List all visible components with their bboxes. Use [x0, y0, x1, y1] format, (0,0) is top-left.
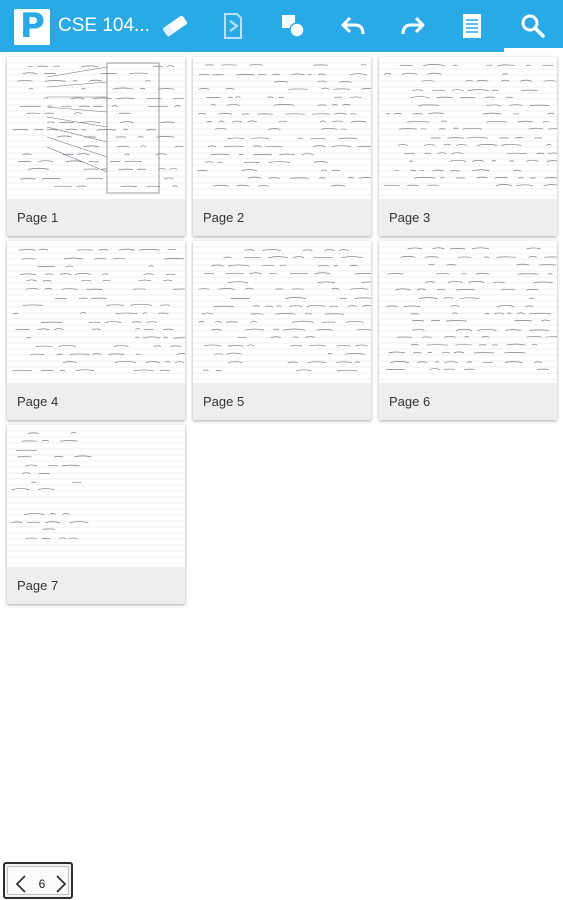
page-label: Page 3	[389, 210, 431, 225]
export-icon	[221, 12, 247, 40]
undo-button[interactable]	[329, 0, 377, 52]
page-preview-image	[193, 241, 371, 383]
search-icon	[520, 13, 546, 39]
page-thumbnail-3[interactable]	[379, 57, 557, 236]
undo-icon	[340, 15, 366, 37]
page-thumbnail-7[interactable]	[7, 425, 185, 604]
current-page-number: 6	[38, 877, 46, 891]
page-navigator	[3, 862, 73, 899]
app-logo[interactable]	[14, 6, 50, 46]
page-label: Page 7	[17, 578, 59, 593]
page-label: Page 1	[17, 210, 59, 225]
page-preview-image	[379, 241, 557, 383]
page-list-icon	[461, 12, 483, 40]
search-button[interactable]	[509, 0, 557, 52]
active-tab-indicator	[504, 48, 563, 52]
page-label: Page 4	[17, 394, 59, 409]
page-thumbnail-1[interactable]	[7, 57, 185, 236]
page-preview-image	[379, 57, 557, 199]
page-label: Page 2	[203, 210, 245, 225]
shapes-button[interactable]	[269, 0, 317, 52]
page-label: Page 5	[203, 394, 245, 409]
eraser-icon	[161, 14, 189, 38]
redo-icon	[400, 15, 426, 37]
page-preview-image	[7, 241, 185, 383]
page-list-button[interactable]	[448, 0, 496, 52]
page-preview-image	[7, 425, 185, 567]
page-thumbnail-2[interactable]	[193, 57, 371, 236]
chevron-right-icon[interactable]	[52, 874, 68, 894]
page-thumbnail-4[interactable]	[7, 241, 185, 420]
eraser-button[interactable]	[151, 0, 199, 52]
page-thumbnail-6[interactable]	[379, 241, 557, 420]
redo-button[interactable]	[389, 0, 437, 52]
export-button[interactable]	[210, 0, 258, 52]
page-preview-image	[193, 57, 371, 199]
page-label: Page 6	[389, 394, 431, 409]
shapes-icon	[279, 12, 307, 40]
chevron-left-icon[interactable]	[14, 874, 30, 894]
logo-letter: P	[20, 6, 45, 46]
page-thumbnail-5[interactable]	[193, 241, 371, 420]
app-toolbar	[0, 0, 563, 52]
page-preview-image	[7, 57, 185, 199]
document-title[interactable]: CSE 104...	[58, 15, 150, 36]
